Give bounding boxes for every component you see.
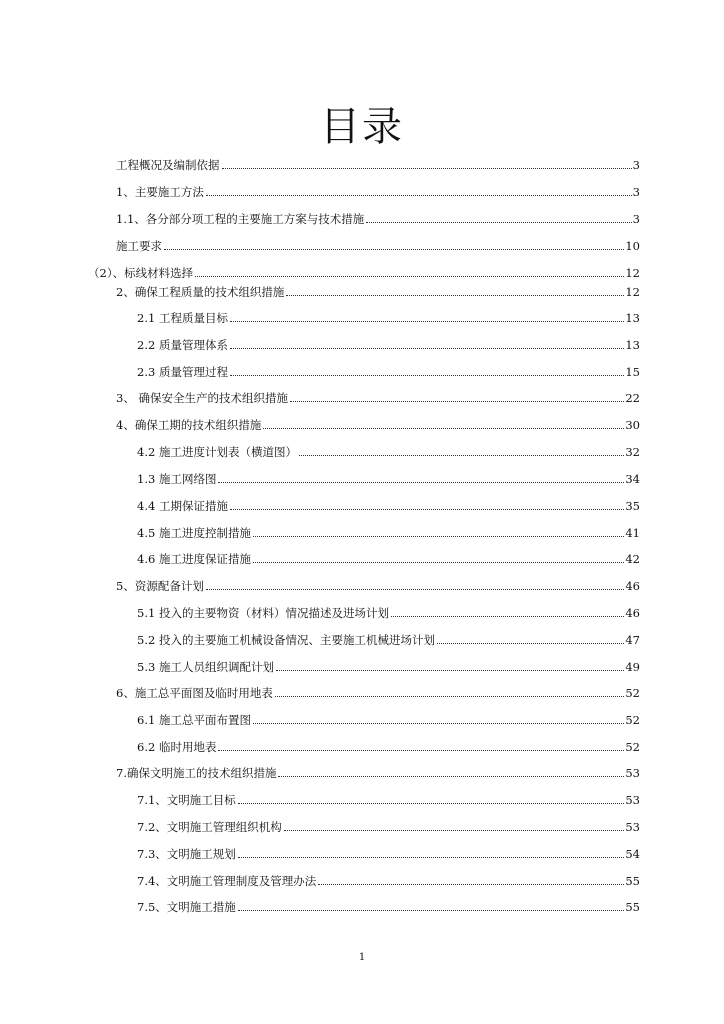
- toc-entry-label: 4.4 工期保证措施: [137, 499, 228, 513]
- toc-entry-label: 4、确保工期的技术组织措施: [116, 418, 262, 432]
- toc-entry-page: 54: [625, 847, 640, 861]
- toc-entry[interactable]: [137, 548, 640, 566]
- toc-leader-dots: [218, 749, 624, 751]
- toc-leader-dots: [238, 802, 625, 804]
- toc-entry-label: 6、施工总平面图及临时用地表: [116, 686, 273, 700]
- toc-entry[interactable]: [137, 789, 640, 807]
- toc-entry-page: 22: [625, 391, 640, 405]
- toc-entry[interactable]: [137, 656, 640, 674]
- page-number: 1: [358, 952, 366, 963]
- toc-leader-dots: [318, 883, 624, 885]
- toc-entry[interactable]: [116, 575, 640, 593]
- toc-entry-label: 7.确保文明施工的技术组织措施: [116, 766, 277, 780]
- toc-entry-page: 41: [625, 526, 640, 540]
- toc-entry[interactable]: [116, 281, 640, 299]
- toc-entry-label: 6.1 施工总平面布置图: [137, 713, 251, 727]
- toc-entry-label: 1、主要施工方法: [116, 185, 204, 199]
- toc-entry-page: 47: [625, 633, 640, 647]
- toc-entry-label: 7.4、文明施工管理制度及管理办法: [137, 874, 317, 888]
- toc-entry-page: 53: [625, 820, 640, 834]
- toc-entry-page: 52: [625, 713, 640, 727]
- toc-leader-dots: [253, 561, 624, 563]
- toc-entry-label: 4.6 施工进度保证措施: [137, 552, 251, 566]
- toc-entry-page: 46: [625, 579, 640, 593]
- toc-entry-page: 10: [625, 239, 640, 253]
- toc-entry[interactable]: [137, 843, 640, 861]
- toc-entry-label: 工程概况及编制依据: [116, 158, 220, 172]
- toc-entry[interactable]: [137, 307, 640, 325]
- toc-leader-dots: [284, 829, 625, 831]
- toc-entry-label: 7.1、文明施工目标: [137, 793, 236, 807]
- toc-leader-dots: [278, 775, 624, 777]
- toc-entry-label: 2、确保工程质量的技术组织措施: [116, 285, 285, 299]
- toc-entry[interactable]: [137, 522, 640, 540]
- toc-entry-page: 52: [625, 740, 640, 754]
- toc-leader-dots: [195, 275, 624, 277]
- toc-entry-label: 2.3 质量管理过程: [137, 365, 228, 379]
- toc-entry-label: 2.2 质量管理体系: [137, 338, 228, 352]
- toc-title: 目录: [320, 104, 404, 150]
- toc-entry-label: 4.2 施工进度计划表（横道图）: [137, 445, 297, 459]
- toc-leader-dots: [366, 221, 631, 223]
- toc-entry[interactable]: [137, 361, 640, 379]
- toc-leader-dots: [206, 194, 632, 196]
- toc-entry-label: 1.3 施工网络图: [137, 472, 217, 486]
- toc-entry[interactable]: [137, 709, 640, 727]
- toc-entry-page: 15: [625, 365, 640, 379]
- toc-leader-dots: [299, 454, 624, 456]
- toc-entry-page: 55: [625, 874, 640, 888]
- toc-entry-page: 49: [625, 660, 640, 674]
- toc-leader-dots: [206, 588, 625, 590]
- toc-entry-label: 5.3 施工人员组织调配计划: [137, 660, 274, 674]
- toc-leader-dots: [263, 427, 624, 429]
- toc-entry[interactable]: [137, 468, 640, 486]
- toc-entry[interactable]: [137, 896, 640, 914]
- toc-leader-dots: [230, 347, 624, 349]
- toc-entry[interactable]: [88, 262, 640, 280]
- toc-entry-label: 7.5、文明施工措施: [137, 900, 236, 914]
- toc-leader-dots: [391, 615, 624, 617]
- toc-entry-label: （2）、标线材料选择: [88, 266, 194, 280]
- toc-entry-label: 6.2 临时用地表: [137, 740, 217, 754]
- toc-entry[interactable]: [116, 414, 640, 432]
- toc-leader-dots: [275, 695, 625, 697]
- toc-entry[interactable]: [137, 736, 640, 754]
- toc-leader-dots: [238, 909, 625, 911]
- toc-leader-dots: [286, 294, 624, 296]
- toc-entry[interactable]: [116, 682, 640, 700]
- toc-leader-dots: [276, 669, 624, 671]
- toc-leader-dots: [230, 508, 624, 510]
- toc-entry[interactable]: [137, 816, 640, 834]
- toc-entry-label: 施工要求: [116, 239, 162, 253]
- toc-entry-page: 34: [625, 472, 640, 486]
- toc-entry[interactable]: [137, 334, 640, 352]
- toc-entry[interactable]: [137, 629, 640, 647]
- toc-entry-page: 52: [625, 686, 640, 700]
- toc-leader-dots: [290, 400, 624, 402]
- toc-entry[interactable]: [137, 441, 640, 459]
- toc-entry-label: 3、 确保安全生产的技术组织措施: [116, 391, 288, 405]
- toc-entry[interactable]: [116, 181, 640, 199]
- toc-entry-page: 3: [632, 185, 640, 199]
- toc-entry-page: 35: [625, 499, 640, 513]
- toc-entry-label: 2.1 工程质量目标: [137, 311, 228, 325]
- toc-leader-dots: [230, 320, 624, 322]
- toc-entry-label: 1.1、各分部分项工程的主要施工方案与技术措施: [116, 212, 365, 226]
- toc-leader-dots: [218, 481, 624, 483]
- toc-entry-page: 55: [625, 900, 640, 914]
- toc-entry[interactable]: [137, 870, 640, 888]
- toc-leader-dots: [164, 248, 624, 250]
- toc-entry[interactable]: [137, 602, 640, 620]
- toc-entry[interactable]: [116, 208, 640, 226]
- toc-entry-label: 5.2 投入的主要施工机械设备情况、主要施工机械进场计划: [137, 633, 435, 647]
- toc-entry-page: 3: [632, 212, 640, 226]
- toc-entry-page: 46: [625, 606, 640, 620]
- toc-entry-label: 5.1 投入的主要物资（材料）情况描述及进场计划: [137, 606, 389, 620]
- toc-entry-page: 42: [625, 552, 640, 566]
- toc-leader-dots: [230, 374, 624, 376]
- toc-leader-dots: [253, 535, 624, 537]
- toc-entry-label: 7.2、文明施工管理组织机构: [137, 820, 282, 834]
- toc-entry-label: 7.3、文明施工规划: [137, 847, 236, 861]
- toc-entry-page: 12: [625, 266, 640, 280]
- toc-entry-page: 12: [625, 285, 640, 299]
- toc-entry-page: 3: [632, 158, 640, 172]
- toc-entry-page: 53: [625, 793, 640, 807]
- toc-entry[interactable]: [116, 235, 640, 253]
- toc-entry[interactable]: [116, 154, 640, 172]
- toc-leader-dots: [238, 856, 625, 858]
- toc-entry-page: 32: [625, 445, 640, 459]
- toc-entry-label: 5、资源配备计划: [116, 579, 204, 593]
- toc-entry[interactable]: [137, 495, 640, 513]
- toc-entry-page: 13: [625, 311, 640, 325]
- toc-entry[interactable]: [116, 762, 640, 780]
- toc-leader-dots: [437, 642, 624, 644]
- toc-entry-page: 53: [625, 766, 640, 780]
- toc-leader-dots: [253, 722, 624, 724]
- toc-entry-label: 4.5 施工进度控制措施: [137, 526, 251, 540]
- toc-leader-dots: [222, 167, 632, 169]
- toc-entry-page: 13: [625, 338, 640, 352]
- toc-entry-page: 30: [625, 418, 640, 432]
- toc-entry[interactable]: [116, 387, 640, 405]
